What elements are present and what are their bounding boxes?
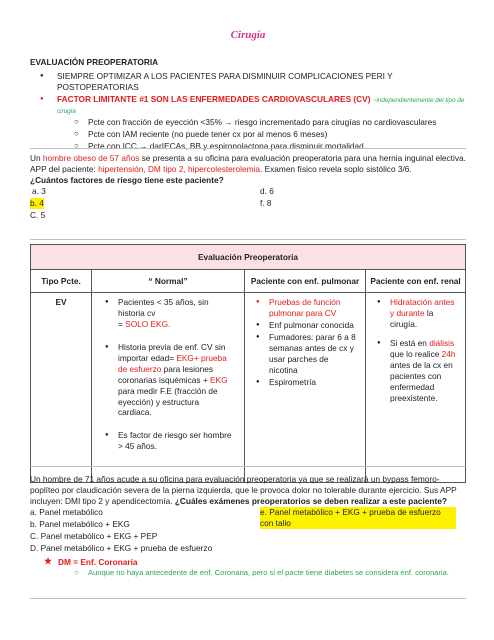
question-2: [30, 474, 466, 578]
q2-option-e: e. Panel metabólico + EKG + prueba de esfuerzo con talio: [260, 507, 456, 529]
normal-item: ● Pacientes < 35 años, sin historia cv = SOLO EKG.: [104, 297, 234, 330]
normal-item: ● Es factor de riesgo ser hombre > 45 años.: [104, 430, 234, 452]
q1-option-b: b. 4: [30, 197, 44, 208]
table-header-renal: Paciente con enf. renal: [366, 270, 466, 293]
eval-section: [30, 57, 466, 152]
eval-sub-fe: ○ Pcte con fracción de eyección <35% → riesgo incrementado para cirugías no cardiovasculares: [30, 117, 466, 128]
q1-option-f: f. 8: [260, 197, 272, 208]
pulmonar-item: ● Espirometría: [255, 377, 357, 388]
q2-options: [30, 507, 466, 557]
page-title: Cirugía: [230, 29, 266, 41]
q1-option-d: d. 6: [260, 185, 274, 196]
table-header-tipo: Tipo Pcte.: [31, 270, 92, 293]
cell-pulmonar: [245, 293, 366, 483]
eval-bullet-optimize: ● SIEMPRE OPTIMIZAR A LOS PACIENTES PARA DISMINUIR COMPLICACIONES PERI Y POSTOPERATORIAS: [30, 71, 466, 93]
pulmonar-item: ● Enf pulmonar conocida: [255, 320, 357, 331]
pulmonar-item: ● Fumadores: parar 6 a 8 semanas antes de cx y usar parches de nicotina: [255, 332, 357, 376]
eval-heading: EVALUACIÓN PREOPERATORIA: [30, 57, 159, 67]
table-header-pulmonar: Paciente con enf. pulmonar: [245, 270, 366, 293]
eval-sub-icc: ○ Pcte con ICC → darIECAs, BB y espironolactona para disminuir mortalidad: [30, 141, 466, 152]
eval-sub-iam: ○ Pcte con IAM reciente (no puede tener cx por al menos 6 meses): [30, 129, 466, 140]
q1-stem-line1: Un hombre obeso de 57 años se presenta a su oficina para evaluación preoperatoria para una hernia inguinal electiva.: [30, 153, 466, 163]
row-label-ev: EV: [31, 293, 92, 483]
renal-item: ● Hidratación antes y durante la cirugía.: [376, 297, 459, 330]
cell-normal: [92, 293, 245, 483]
divider: [30, 598, 466, 599]
q2-explanation: ○ Aunque no haya antecedente de enf. Coronaria, pero si el pacte tiene diabetes se considera enf. coronaria.: [30, 568, 466, 578]
divider: [30, 466, 466, 467]
q2-option-a: a. Panel metabólico: [30, 506, 103, 517]
q2-option-d: D. Panel metabólico + EKG + prueba de esfuerzo: [30, 542, 213, 553]
evaluation-table: [30, 244, 466, 483]
cell-renal: [366, 293, 466, 483]
q2-star-note: ★ DM = Enf. Coronaria: [30, 557, 466, 568]
renal-item: ● Si está en diálisis que lo realice 24h antes de la cx en pacientes con enfermedad preexistente.: [376, 338, 459, 404]
question-1: [30, 153, 466, 224]
q1-options: [30, 186, 466, 224]
eval-bullet-factor: ● FACTOR LIMITANTE #1 SON LAS ENFERMEDADES CARDIOVASCULARES (CV) ~independientemente del tipo de cirugía: [30, 94, 466, 117]
q1-option-a: a. 3: [32, 185, 46, 196]
divider: [30, 148, 466, 149]
divider: [30, 239, 466, 240]
q1-option-c: C. 5: [30, 209, 46, 220]
pulmonar-item: ● Pruebas de función pulmonar para CV: [255, 297, 357, 319]
q2-option-c: C. Panel metabólico + EKG + PEP: [30, 530, 158, 541]
table-caption: Evaluación Preoperatoria: [31, 245, 466, 270]
normal-item: ● Historia previa de enf. CV sin importar edad= EKG+ prueba de esfuerzo para lesiones coronarias isquémicas + EKG para medir F.E (fracción de eyección) y estructura cardiaca.: [104, 342, 234, 419]
q2-option-b: b. Panel metabólico + EKG: [30, 518, 130, 529]
q1-question: ¿Cuántos factores de riesgo tiene este paciente?: [30, 174, 224, 185]
q2-stem: Un hombre de 71 años acude a su oficina para evaluación preoperatoria ya que se realizará un bypass femoro-poplíteo por claudicación severa de la pierna izquierda, que le provoca dolor no tolerable durante ejercicio. Sus APP incluyen: DMI tipo 2 y apendicectomía. ¿Cuáles exámenes preoperatorios se deben realizar a este paciente?: [30, 474, 457, 506]
table-header-normal: “ Normal”: [92, 270, 245, 293]
q1-stem-line2: APP del paciente: hipertensión, DM tipo 2, hipercolesterolemia. Examen físico revela soplo sistólico 3/6.: [30, 163, 412, 174]
